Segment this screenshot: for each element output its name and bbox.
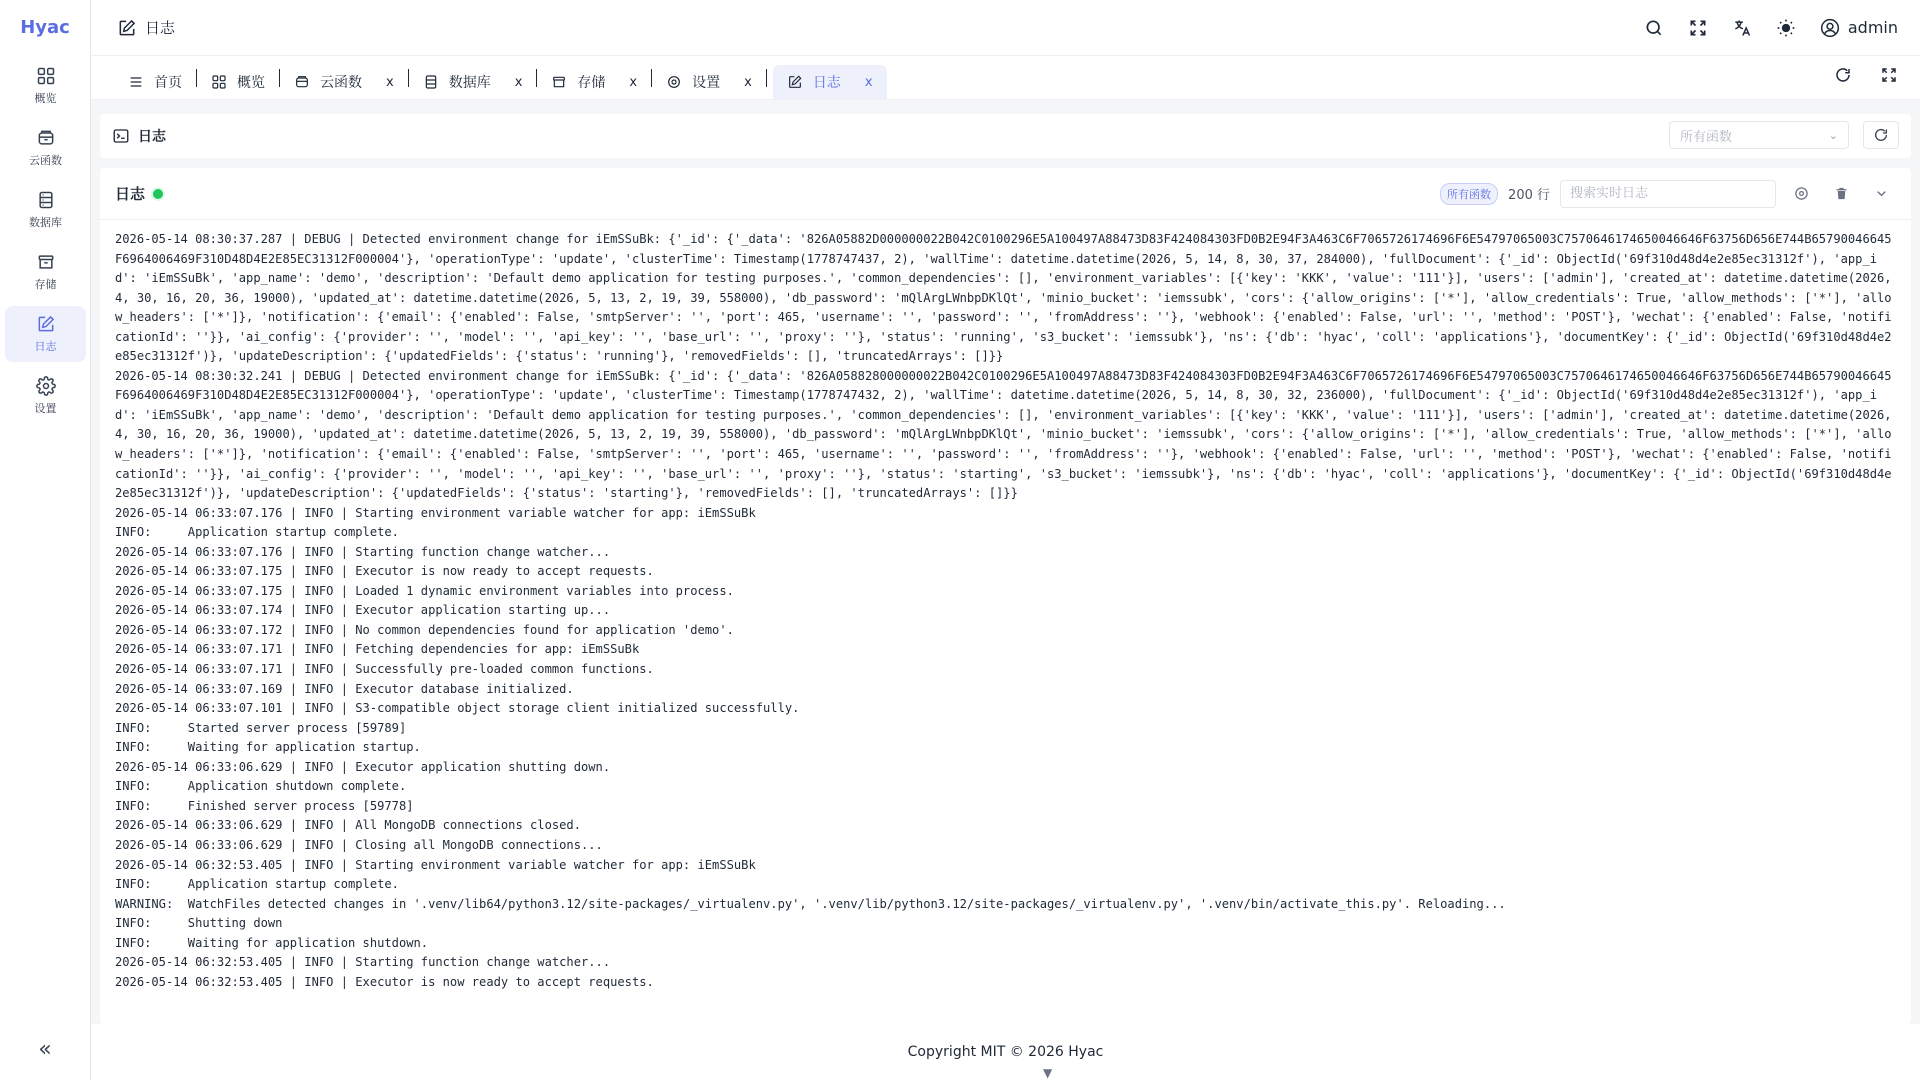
copyright-text: Copyright MIT © 2026 Hyac <box>907 1044 1104 1060</box>
log-line: INFO: Application startup complete. <box>115 877 399 892</box>
dashboard-icon <box>211 74 227 90</box>
tab-label: 首页 <box>154 75 182 91</box>
log-line: 2026-05-14 06:33:07.171 | INFO | Successfully pre-loaded common functions. <box>115 662 654 677</box>
close-icon[interactable]: x <box>514 74 523 90</box>
log-line: INFO: Waiting for application shutdown. <box>115 935 429 950</box>
row-count: 200 行 <box>1508 188 1550 203</box>
log-line: INFO: Application shutdown complete. <box>115 779 407 794</box>
log-title-text: 日志 <box>115 185 146 203</box>
sidebar-item-settings[interactable] <box>5 368 86 424</box>
log-line: 2026-05-14 06:32:53.405 | INFO | Executor is now ready to accept requests. <box>115 974 654 989</box>
tab-database[interactable] <box>409 65 537 99</box>
filter-title-text: 日志 <box>138 129 166 145</box>
log-filter-card <box>100 114 1911 158</box>
username: admin <box>1847 18 1898 37</box>
sidebar-item-functions[interactable] <box>5 120 86 176</box>
terminal-icon <box>112 127 130 145</box>
refresh-icon <box>1873 127 1889 143</box>
log-line: 2026-05-14 06:33:07.169 | INFO | Executor database initialized. <box>115 681 574 696</box>
cloud-function-icon <box>294 74 310 90</box>
brand-logo[interactable]: Hyac <box>20 16 70 38</box>
translate-icon[interactable] <box>1732 18 1752 38</box>
close-icon[interactable]: x <box>386 74 394 90</box>
filter-title <box>112 126 166 146</box>
log-line: 2026-05-14 06:33:07.176 | INFO | Starting environment variable watcher for app: iEmSSuBk <box>115 505 756 520</box>
close-icon[interactable]: x <box>864 74 873 90</box>
search-icon[interactable] <box>1644 18 1664 38</box>
tab-logs[interactable] <box>773 65 887 99</box>
log-line: INFO: Application startup complete. <box>115 525 399 540</box>
sidebar-item-label: 概览 <box>34 92 57 105</box>
tab-home[interactable] <box>128 65 196 99</box>
tab-settings[interactable] <box>652 65 766 99</box>
log-header <box>100 168 1911 220</box>
log-line: 2026-05-14 06:33:07.175 | INFO | Executor is now ready to accept requests. <box>115 564 654 579</box>
log-line: 2026-05-14 06:33:07.101 | INFO | S3-compatible object storage client initialized successfully. <box>115 701 800 716</box>
tab-label: 概览 <box>237 75 265 91</box>
sidebar-item-label: 日志 <box>34 340 57 353</box>
user-avatar-icon <box>1820 18 1840 38</box>
function-select[interactable] <box>1669 121 1849 149</box>
log-line: 2026-05-14 06:33:07.176 | INFO | Starting function change watcher... <box>115 544 611 559</box>
log-title <box>115 183 163 204</box>
sun-icon[interactable] <box>1776 18 1796 38</box>
chevron-down-icon <box>1874 186 1889 201</box>
sidebar-item-label: 数据库 <box>29 216 62 229</box>
sidebar-item-logs[interactable] <box>5 306 86 362</box>
sidebar-item-database[interactable] <box>5 182 86 238</box>
tab-label: 日志 <box>812 75 841 91</box>
tab-label: 存储 <box>577 75 606 91</box>
sidebar-item-overview[interactable] <box>5 58 86 114</box>
log-line: INFO: Started server process [59789] <box>115 720 407 735</box>
top-header <box>91 0 1920 56</box>
tab-label: 数据库 <box>448 75 491 91</box>
sidebar-item-storage[interactable] <box>5 244 86 300</box>
log-line: 2026-05-14 06:32:53.405 | INFO | Starting function change watcher... <box>115 955 611 970</box>
cloud-function-icon <box>36 128 56 148</box>
log-line: 2026-05-14 06:33:07.172 | INFO | No common dependencies found for application 'demo'. <box>115 622 734 637</box>
tab-storage[interactable] <box>537 65 651 99</box>
log-line: 2026-05-14 06:33:06.629 | INFO | All MongoDB connections closed. <box>115 818 581 833</box>
clear-logs-button[interactable] <box>1826 180 1856 208</box>
fullscreen-icon[interactable] <box>1688 18 1708 38</box>
maximize-icon[interactable] <box>1880 66 1898 84</box>
sidebar-item-label: 设置 <box>34 402 57 415</box>
tabbar-actions <box>1834 66 1898 84</box>
footer <box>91 1024 1920 1080</box>
trash-icon <box>1834 186 1849 201</box>
header-actions <box>1644 18 1898 38</box>
menu-icon <box>128 74 144 90</box>
dashboard-icon <box>36 66 56 86</box>
log-line: INFO: Shutting down <box>115 916 283 931</box>
log-line: 2026-05-14 06:32:53.405 | INFO | Starting environment variable watcher for app: iEmSSuBk <box>115 857 756 872</box>
user-menu[interactable] <box>1820 18 1898 38</box>
close-icon[interactable]: x <box>744 74 752 90</box>
log-line: INFO: Finished server process [59778] <box>115 798 414 813</box>
tab-separator <box>766 69 767 87</box>
reload-icon[interactable] <box>1834 66 1852 84</box>
database-icon <box>423 74 439 90</box>
storage-icon <box>36 252 56 272</box>
log-line: WARNING: WatchFiles detected changes in '.venv/lib64/python3.12/site-packages/_virtualenv.py', '.venv/lib/python3.12/site-packages/_virtualenv.py', '.venv/bin/activate_this.py'. Reloading... <box>115 896 1506 911</box>
tab-bar <box>91 56 1920 100</box>
log-line: 2026-05-14 08:30:32.241 | DEBUG | Detected environment change for iEmSSuBk: {'_id': {'_data': '826A058828000000022B042C0100296E5A100497A88473D83F424084303FD0B2E94F3A463C6F7065726174696F6E54797065003C7570646174650046646F63756D656E744B65790046645F6964006469F310D48D4E2E85EC31312F000004'}, 'operationType': 'update', 'clusterTime': Timestamp(1778747432, 2), 'wallTime': datetime.datetime(2026, 5, 14, 8, 30, 32, 236000), 'fullDocument': {'_id': ObjectId('69f310d48d4e2e85ec31312f'), 'app_id': 'iEmSSuBk', 'app_name': 'demo', 'description': 'Default demo application for testing purposes.', 'common_dependencies': [], 'environment_variables': [{'key': 'KKK', 'value': '111'}], 'users': ['admin'], 'created_at': datetime.datetime(2026, 4, 30, 16, 20, 36, 19000), 'updated_at': datetime.datetime(2026, 5, 13, 2, 19, 39, 558000), 'db_password': 'mQlArgLWnbpDKlQt', 'minio_bucket': 'iemssubk', 'cors': {'allow_origins': ['*'], 'allow_credentials': True, 'allow_methods': ['*'], 'allow_headers': ['*']}, 'notification': {'email': {'enabled': False, 'smtpServer': '', 'port': 465, 'username': '', 'password': '', 'fromAddress': ''}, 'webhook': {'enabled': False, 'url': '', 'method': 'POST'}, 'wechat': {'enabled': False, 'notificationId': ''}}, 'ai_config': {'provider': '', 'model': '', 'api_key': '', 'base_url': '', 'proxy': ''}, 'status': 'starting', 's3_bucket': 'iemssubk'}, 'ns': {'db': 'hyac', 'coll': 'applications'}, 'documentKey': {'_id': ObjectId('69f310d48d4e2e85ec31312f')}, 'updateDescription': {'updatedFields': {'status': 'starting'}, 'removedFields': [], 'truncatedArrays': []}} <box>115 368 1899 501</box>
log-output <box>100 220 1911 1024</box>
pause-stream-button[interactable] <box>1786 180 1816 208</box>
edit-log-icon <box>117 18 137 38</box>
sidebar-item-label: 存储 <box>34 278 57 291</box>
tab-functions[interactable] <box>280 65 408 99</box>
settings-icon <box>666 74 682 90</box>
expand-toggle-button[interactable] <box>1866 180 1896 208</box>
log-line: 2026-05-14 06:33:06.629 | INFO | Executor application shutting down. <box>115 759 611 774</box>
target-icon <box>1794 186 1809 201</box>
function-select-placeholder: 所有函数 <box>1680 129 1733 145</box>
storage-icon <box>551 74 567 90</box>
chevron-down-icon: ⌄ <box>1828 128 1838 142</box>
refresh-button[interactable] <box>1863 121 1899 149</box>
log-line: 2026-05-14 06:33:07.171 | INFO | Fetching dependencies for app: iEmSSuBk <box>115 642 640 657</box>
scroll-down-icon[interactable]: ▼ <box>1043 1066 1053 1080</box>
log-line: 2026-05-14 06:33:07.174 | INFO | Executor application starting up... <box>115 603 611 618</box>
close-icon[interactable]: x <box>629 74 638 90</box>
log-line: 2026-05-14 06:33:07.175 | INFO | Loaded 1 dynamic environment variables into process. <box>115 583 734 598</box>
sidebar <box>0 0 91 1080</box>
collapse-sidebar-button[interactable]: « <box>38 1036 52 1062</box>
sidebar-item-label: 云函数 <box>29 154 62 167</box>
log-line: INFO: Waiting for application startup. <box>115 740 421 755</box>
log-viewer-card <box>100 168 1911 1024</box>
edit-log-icon <box>787 74 803 90</box>
tab-overview[interactable] <box>197 65 279 99</box>
tab-label: 云函数 <box>320 75 362 91</box>
page-title <box>117 17 175 38</box>
settings-icon <box>36 376 56 396</box>
log-line: 2026-05-14 08:30:37.287 | DEBUG | Detected environment change for iEmSSuBk: {'_id': {'_data': '826A05882D000000022B042C0100296E5A100497A88473D83F424084303FD0B2E94F3A463C6F7065726174696F6E54797065003C7570646174650046646F63756D656E744B65790046645F6964006469F310D48D4E2E85EC31312F000004'}, 'operationType': 'update', 'clusterTime': Timestamp(1778747437, 2), 'wallTime': datetime.datetime(2026, 5, 14, 8, 30, 37, 284000), 'fullDocument': {'_id': ObjectId('69f310d48d4e2e85ec31312f'), 'app_id': 'iEmSSuBk', 'app_name': 'demo', 'description': 'Default demo application for testing purposes.', 'common_dependencies': [], 'environment_variables': [{'key': 'KKK', 'value': '111'}], 'users': ['admin'], 'created_at': datetime.datetime(2026, 4, 30, 16, 20, 36, 19000), 'updated_at': datetime.datetime(2026, 5, 13, 2, 19, 39, 558000), 'db_password': 'mQlArgLWnbpDKlQt', 'minio_bucket': 'iemssubk', 'cors': {'allow_origins': ['*'], 'allow_credentials': True, 'allow_methods': ['*'], 'allow_headers': ['*']}, 'notification': {'email': {'enabled': False, 'smtpServer': '', 'port': 465, 'username': '', 'password': '', 'fromAddress': ''}, 'webhook': {'enabled': False, 'url': '', 'method': 'POST'}, 'wechat': {'enabled': False, 'notificationId': ''}}, 'ai_config': {'provider': '', 'model': '', 'api_key': '', 'base_url': '', 'proxy': ''}, 'status': 'running', 's3_bucket': 'iemssubk'}, 'ns': {'db': 'hyac', 'coll': 'applications'}, 'documentKey': {'_id': ObjectId('69f310d48d4e2e85ec31312f')}, 'updateDescription': {'updatedFields': {'status': 'running'}, 'removedFields': [], 'truncatedArrays': []}} <box>115 232 1899 364</box>
search-logs-input[interactable] <box>1560 180 1776 208</box>
log-tools <box>1440 180 1896 208</box>
database-icon <box>36 190 56 210</box>
page-title-text: 日志 <box>145 19 176 37</box>
edit-log-icon <box>36 314 56 334</box>
live-status-dot <box>153 189 163 199</box>
log-line: 2026-05-14 06:33:06.629 | INFO | Closing all MongoDB connections... <box>115 837 603 852</box>
tab-label: 设置 <box>692 75 721 91</box>
function-filter-badge: 所有函数 <box>1440 183 1498 205</box>
